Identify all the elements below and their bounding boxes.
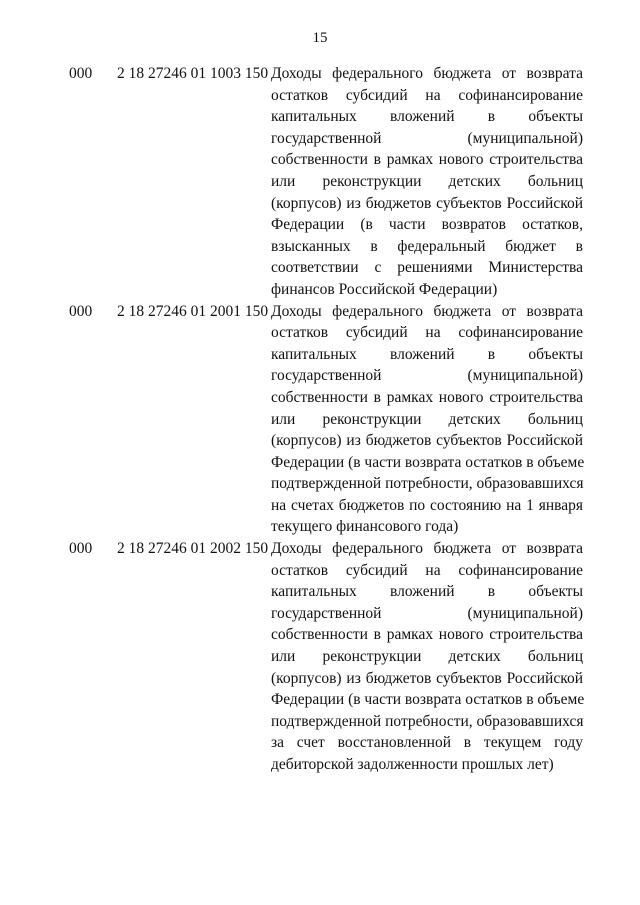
description-line: капитальных вложений в объекты xyxy=(271,345,583,363)
description-line: собственности в рамках нового строительства xyxy=(271,151,583,169)
description-line: Федерации (в части возвратов остатков, xyxy=(271,216,583,234)
description-line: государственной (муниципальной) xyxy=(271,604,583,622)
description-line: собственности в рамках нового строительства xyxy=(271,388,583,406)
description-line: (корпусов) из бюджетов субъектов Российской xyxy=(271,432,583,450)
description-line: капитальных вложений в объекты xyxy=(271,108,583,126)
description-line: остатков субсидий на софинансирование xyxy=(271,324,583,342)
budget-classification-code: 2 18 27246 01 1003 150 xyxy=(117,65,269,82)
description-line: соответствии с решениями Министерства xyxy=(271,259,583,277)
description-line: финансов Российской Федерации) xyxy=(271,280,498,298)
income-description xyxy=(271,538,583,776)
classification-table xyxy=(0,63,640,776)
income-description xyxy=(271,63,583,301)
table-row xyxy=(0,301,640,539)
description-line: за счет восстановленной в текущем году xyxy=(271,734,583,752)
description-line: подтвержденной потребности, образовавшихся xyxy=(271,712,584,730)
admin-code: 000 xyxy=(69,65,93,82)
income-description xyxy=(271,301,583,539)
table-row xyxy=(0,538,640,776)
description-line: текущего финансового года) xyxy=(271,518,459,536)
description-line: остатков субсидий на софинансирование xyxy=(271,561,583,579)
description-line: подтвержденной потребности, образовавшихся xyxy=(271,475,584,493)
description-line: государственной (муниципальной) xyxy=(271,367,583,385)
description-line: Доходы федерального бюджета от возврата xyxy=(271,302,583,320)
description-line: (корпусов) из бюджетов субъектов Российской xyxy=(271,669,583,687)
description-line: или реконструкции детских больниц xyxy=(271,172,583,190)
budget-classification-code: 2 18 27246 01 2002 150 xyxy=(117,540,269,558)
description-line: или реконструкции детских больниц xyxy=(271,648,583,666)
description-line: государственной (муниципальной) xyxy=(271,129,583,147)
description-line: Доходы федерального бюджета от возврата xyxy=(271,540,583,558)
description-line: на счетах бюджетов по состоянию на 1 января xyxy=(271,496,583,514)
admin-code: 000 xyxy=(69,540,93,558)
description-line: дебиторской задолженности прошлых лет) xyxy=(271,756,554,773)
description-line: Федерации (в части возврата остатков в объеме xyxy=(271,453,585,471)
description-line: Федерации (в части возврата остатков в объеме xyxy=(271,691,585,709)
admin-code: 000 xyxy=(69,302,93,320)
page-number: 15 xyxy=(312,30,328,46)
description-line: Доходы федерального бюджета от возврата xyxy=(271,65,583,82)
table-row xyxy=(0,63,640,301)
description-line: капитальных вложений в объекты xyxy=(271,583,583,601)
description-line: собственности в рамках нового строительства xyxy=(271,626,583,644)
description-line: (корпусов) из бюджетов субъектов Российской xyxy=(271,194,583,212)
description-line: остатков субсидий на софинансирование xyxy=(271,86,583,104)
budget-classification-code: 2 18 27246 01 2001 150 xyxy=(117,302,269,320)
description-line: или реконструкции детских больниц xyxy=(271,410,583,428)
description-line: взысканных в федеральный бюджет в xyxy=(271,237,583,255)
